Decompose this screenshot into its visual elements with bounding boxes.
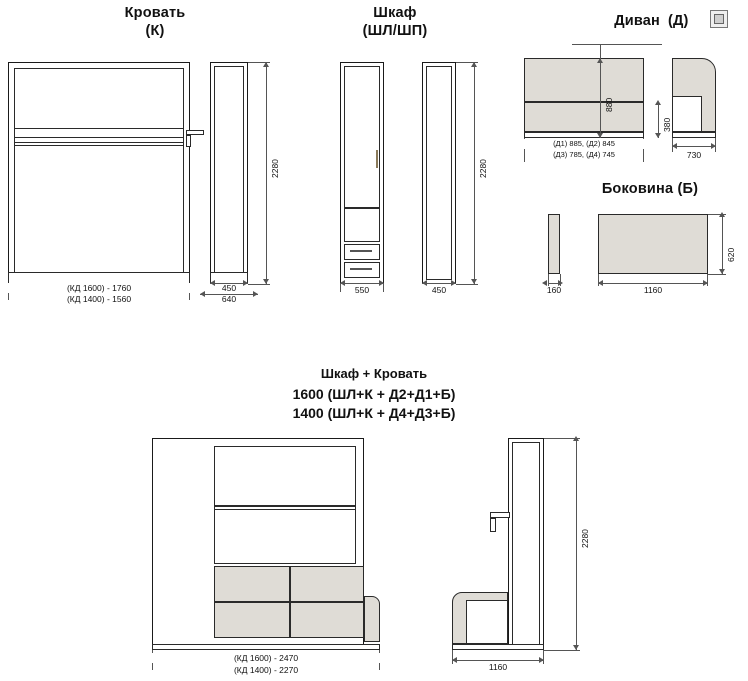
combo-sofa-seat-right <box>290 602 364 638</box>
sofa-depth-value: 730 <box>686 150 702 160</box>
sofa-side-seat-profile <box>672 96 702 132</box>
sofa-title <box>570 12 660 30</box>
side-panel-thickness-label <box>524 285 584 295</box>
combo-width-1400-label <box>152 665 380 675</box>
side-panel-height-ext-bottom <box>708 274 726 275</box>
combo-variant-1400 <box>234 403 514 423</box>
sofa-base <box>524 132 644 138</box>
wardrobe-title <box>330 4 460 40</box>
sofa-seat <box>524 102 644 132</box>
wardrobe-title-line2: (ШЛ/ШП) <box>362 23 428 40</box>
combo-shelf-lower <box>214 508 356 564</box>
wardrobe-front-drawer-mid <box>344 244 380 260</box>
sofa-widths-line2 <box>518 150 650 160</box>
combo-side-width-ext-left <box>452 650 453 664</box>
combo-height-ext-top <box>544 438 580 439</box>
bed-title-line2: (К) <box>145 23 165 40</box>
wardrobe-drawer-handle-2 <box>350 268 372 270</box>
wardrobe-depth-label <box>409 285 469 295</box>
combo-height-value: 2280 <box>580 529 590 548</box>
bed-width-1600-value: (КД 1600) - 1760 <box>66 283 132 293</box>
side-panel-face-view <box>598 214 708 274</box>
side-panel-height-ext-top <box>708 214 726 215</box>
side-panel-length-dim-line <box>598 283 708 284</box>
sofa-widths-line2-value: (Д3) 785, (Д4) 745 <box>553 150 615 159</box>
sofa-title-code <box>668 12 718 30</box>
wardrobe-depth-value: 450 <box>431 285 447 295</box>
bed-height-value: 2280 <box>270 159 280 178</box>
bed-front-rail-upper <box>14 128 184 138</box>
wardrobe-front-door <box>344 66 380 208</box>
side-panel-thickness-value: 160 <box>546 285 562 295</box>
sofa-title-code-text: (Д) <box>668 13 689 29</box>
combo-side-width-ext-right <box>543 650 544 664</box>
wardrobe-height-dim-line <box>474 62 475 284</box>
bed-front-rail-lower <box>14 142 184 146</box>
combo-base-rail <box>152 644 380 650</box>
bed-height-dim-line <box>266 62 267 284</box>
combo-height-ext-bottom <box>544 650 580 651</box>
sofa-top-ext <box>572 44 662 45</box>
combo-side-sofa-seat <box>466 600 508 644</box>
bed-handle-stem <box>186 135 191 147</box>
sofa-height-880-dim-line <box>600 58 601 138</box>
bed-depth-450-label <box>199 283 259 293</box>
combo-variant-1600 <box>234 384 514 404</box>
combo-side-wardrobe-inner <box>512 442 540 646</box>
combo-width-1400-value: (КД 1400) - 2270 <box>233 665 299 675</box>
wardrobe-width-dim-line <box>340 283 384 284</box>
bed-depth-640-label <box>199 294 259 304</box>
bed-height-ext-top <box>248 62 270 63</box>
wardrobe-height-value: 2280 <box>478 159 488 178</box>
sofa-height-380-arrow-bottom <box>655 133 661 138</box>
combo-shelf-divider <box>214 506 356 510</box>
combo-side-base <box>452 644 544 650</box>
side-panel-length-value: 1160 <box>643 285 663 295</box>
combo-variant-1400-text: 1400 (ШЛ+К + Д4+Д3+Б) <box>292 405 456 421</box>
combo-variant-1600-text: 1600 (ШЛ+К + Д2+Д1+Б) <box>292 386 456 402</box>
bed-width-1400-label <box>8 294 190 304</box>
side-panel-height-value: 620 <box>726 247 736 262</box>
combo-title <box>234 366 514 381</box>
wardrobe-door-handle <box>376 150 378 168</box>
bed-side-inner <box>214 66 244 280</box>
combo-side-width-dim-line <box>452 660 544 661</box>
sofa-height-880-value: 880 <box>604 97 614 112</box>
side-panel-edge-view <box>548 214 560 274</box>
combo-side-width-label <box>468 662 528 672</box>
sofa-depth-label <box>664 150 724 160</box>
combo-sofa-seat-left <box>214 602 290 638</box>
sofa-height-380-value: 380 <box>662 117 672 132</box>
bed-depth-450-value: 450 <box>221 283 237 293</box>
combo-sofa-armrest <box>364 596 380 642</box>
side-panel-title <box>570 180 730 198</box>
bed-depth-640-value: 640 <box>221 294 237 304</box>
sofa-height-380-arrow-top <box>655 100 661 105</box>
combo-shelf-upper <box>214 446 356 506</box>
wardrobe-side-inner <box>426 66 452 280</box>
bed-width-1600-label <box>8 283 190 293</box>
sofa-880-ext-v <box>600 44 601 58</box>
combo-sofa-back-right <box>290 566 364 602</box>
bed-front-inner-frame <box>14 68 184 278</box>
bed-width-1400-value: (КД 1400) - 1560 <box>66 294 132 304</box>
combo-title-text: Шкаф + Кровать <box>320 366 428 381</box>
wardrobe-width-value: 550 <box>354 285 370 295</box>
sofa-widths-line1-value: (Д1) 885, (Д2) 845 <box>553 139 615 148</box>
sofa-height-880-arrow-top <box>597 58 603 63</box>
side-panel-title-text: Боковина (Б) <box>601 181 699 197</box>
sofa-depth-dim-line <box>672 146 716 147</box>
combo-side-bracket-stem <box>490 518 496 532</box>
combo-width-1600-label <box>152 653 380 663</box>
combo-height-dim-line <box>576 438 577 650</box>
bed-title <box>90 4 220 40</box>
sofa-height-880-arrow-bottom <box>597 133 603 138</box>
sofa-side-base <box>672 132 716 138</box>
wardrobe-height-ext-top <box>456 62 478 63</box>
wardrobe-title-line1: Шкаф <box>373 5 417 21</box>
bed-title-line1: Кровать <box>124 5 186 21</box>
sofa-title-text: Диван <box>614 13 660 29</box>
combo-side-width-value: 1160 <box>488 662 508 672</box>
side-panel-height-dim-line <box>722 214 723 274</box>
side-panel-length-ext-left <box>598 274 599 286</box>
combo-sofa-back-left <box>214 566 290 602</box>
sofa-widths-line1 <box>518 139 650 149</box>
wardrobe-front-drawer-lower <box>344 262 380 278</box>
sofa-backrest <box>524 58 644 102</box>
wardrobe-front-drawer-upper <box>344 208 380 242</box>
wardrobe-drawer-handle-1 <box>350 250 372 252</box>
side-panel-length-ext-right <box>707 274 708 286</box>
wardrobe-width-label <box>332 285 392 295</box>
side-panel-length-label <box>623 285 683 295</box>
combo-width-1600-value: (КД 1600) - 2470 <box>233 653 299 663</box>
